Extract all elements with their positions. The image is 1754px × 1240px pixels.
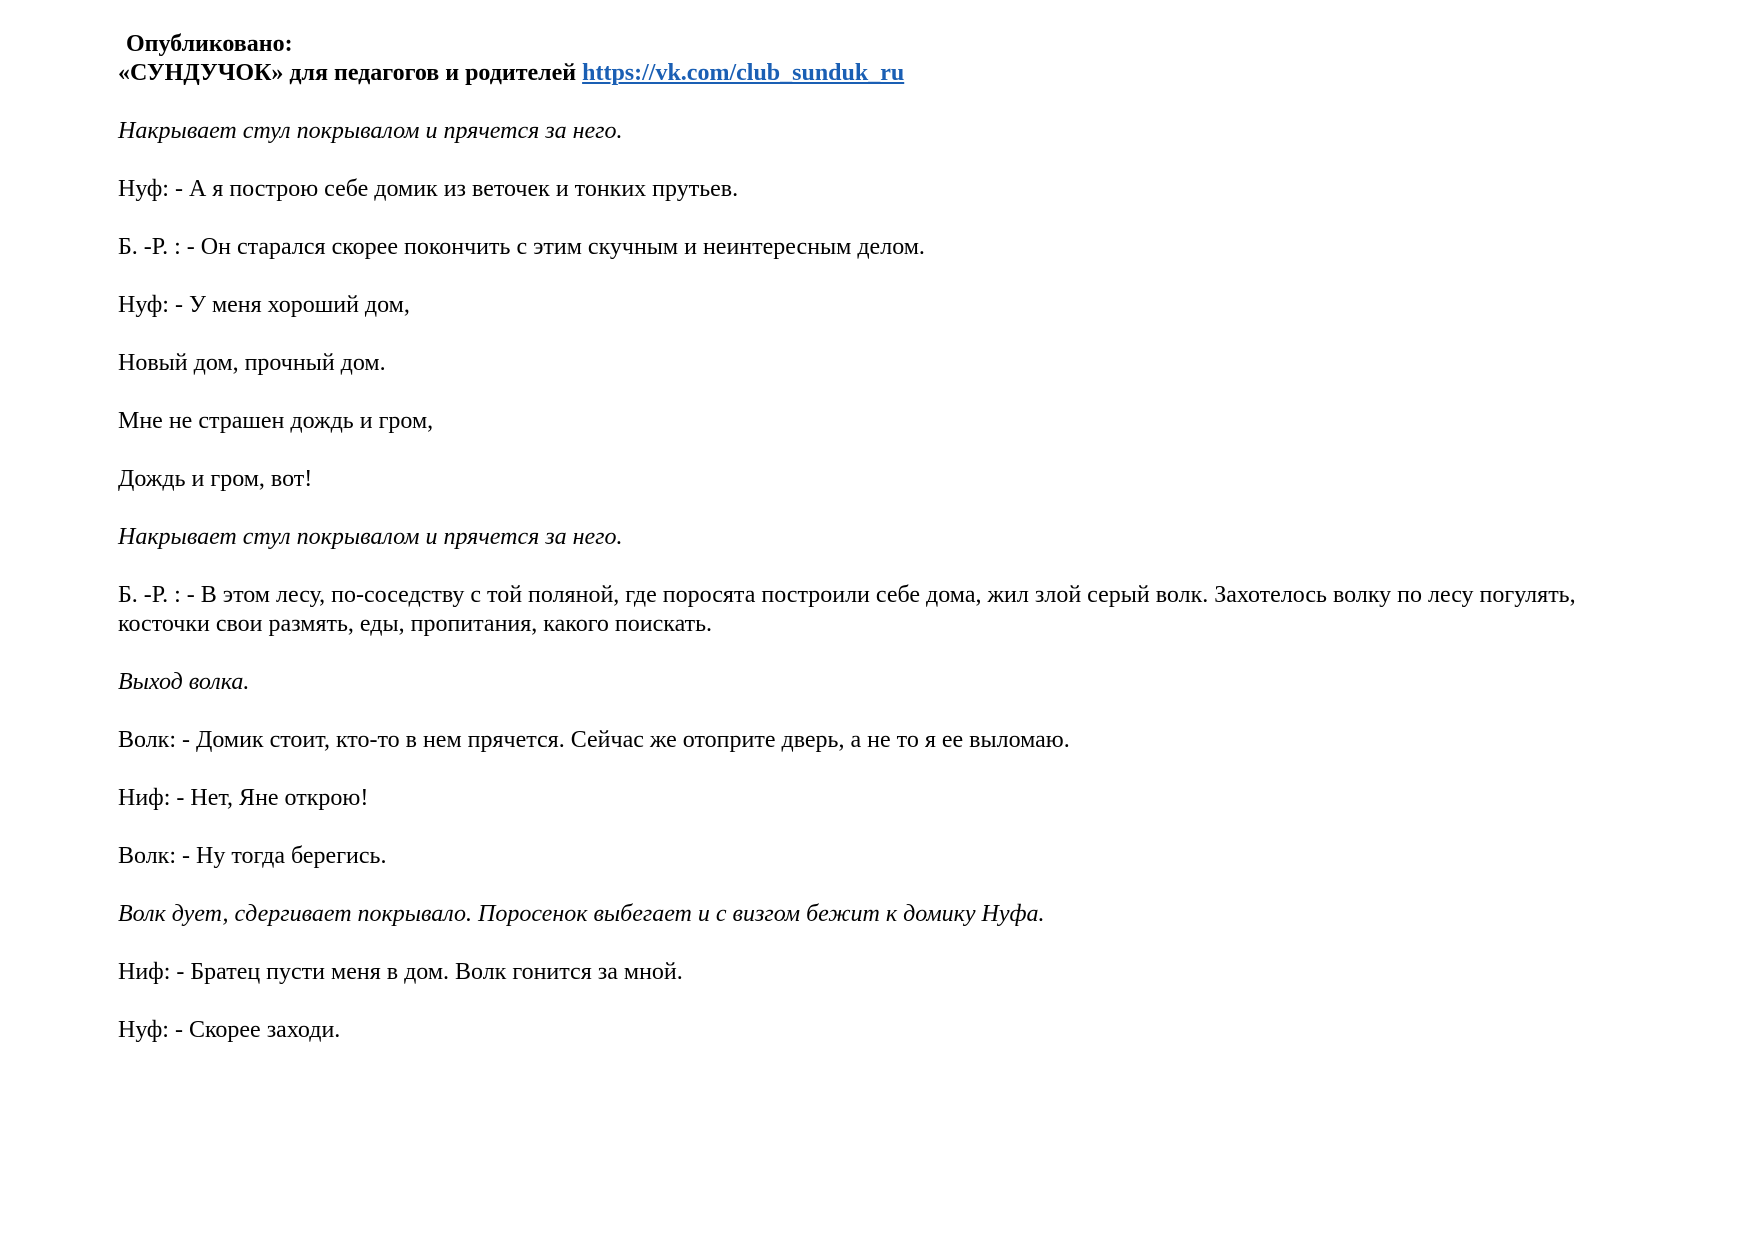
stage-direction: Выход волка.	[118, 669, 250, 695]
narrator-line: Б. -Р. : - Он старался скорее покончить с этим скучным и неинтересным делом.	[118, 234, 925, 260]
published-label: Опубликовано:	[126, 31, 293, 57]
verse-line: Дождь и гром, вот!	[118, 466, 313, 492]
dialogue-line: Нуф: - Скорее заходи.	[118, 1017, 341, 1043]
source-link[interactable]: https://vk.com/club_sunduk_ru	[582, 60, 905, 86]
dialogue-line: Ниф: - Братец пусти меня в дом. Волк гонится за мной.	[118, 959, 683, 985]
verse-line: Мне не страшен дождь и гром,	[118, 408, 434, 434]
dialogue-line: Волк: - Домик стоит, кто-то в нем прячется. Сейчас же отоприте дверь, а не то я ее выломаю.	[118, 727, 1070, 753]
dialogue-line: Волк: - Ну тогда берегись.	[118, 843, 387, 869]
stage-direction: Волк дует, сдергивает покрывало. Поросенок выбегает и с визгом бежит к домику Нуфа.	[118, 901, 1045, 927]
publication-header	[118, 30, 904, 88]
source-line	[118, 59, 904, 88]
dialogue-line: Нуф: - А я построю себе домик из веточек и тонких прутьев.	[118, 176, 739, 202]
source-text: «СУНДУЧОК» для педагогов и родителей	[118, 60, 577, 86]
dialogue-line: Нуф: - У меня хороший дом,	[118, 292, 410, 318]
dialogue-line: Ниф: - Нет, Яне открою!	[118, 785, 369, 811]
stage-direction: Накрывает стул покрывалом и прячется за него.	[118, 524, 623, 550]
narrator-line: Б. -Р. : - В этом лесу, по-соседству с той поляной, где поросята построили себе дома, жил злой серый волк. Захотелось волку по лесу погулять, косточки свои размять, еды, пропитания, какого поискать.	[118, 582, 1576, 637]
stage-direction: Накрывает стул покрывалом и прячется за него.	[118, 118, 623, 144]
verse-line: Новый дом, прочный дом.	[118, 350, 386, 376]
